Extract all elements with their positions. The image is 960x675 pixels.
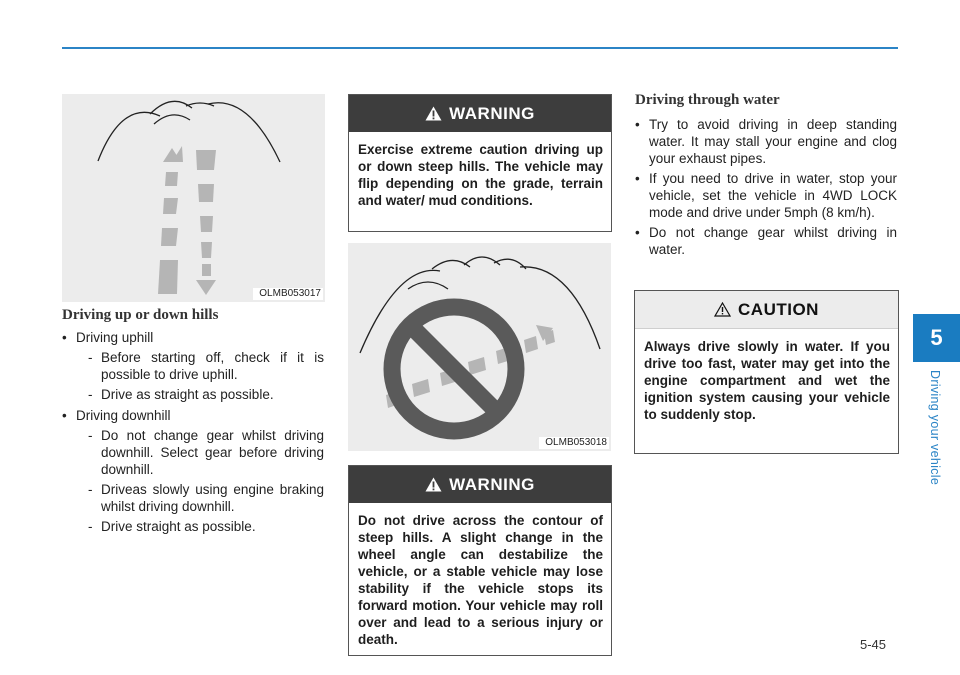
list-subitem: - Do not change gear whilst driving downhill. Select gear before driving downhill.: [88, 428, 324, 477]
list-item: [62, 329, 324, 403]
hills-instructions: [62, 329, 324, 538]
warning-triangle-icon: [425, 106, 442, 121]
warning-text: Exercise extreme caution driving up or down steep hills. The vehicle may flip depending on the grade, terrain and water/ mud conditions.: [358, 142, 603, 208]
header-rule: [62, 47, 898, 49]
warning-heading: WARNING: [449, 103, 535, 123]
list-item: • If you need to drive in water, stop your vehicle, set the vehicle in 4WD LOCK mode and drive under 5mph (8 km/h).: [635, 170, 897, 221]
list-item: [62, 407, 324, 535]
chapter-number-tab[interactable]: 5: [913, 314, 960, 362]
warning-header: [349, 95, 611, 132]
warning-header: [349, 466, 611, 503]
caution-header: [635, 291, 898, 329]
uphill-label: Driving uphill: [76, 330, 154, 345]
section-title-water: Driving through water: [635, 92, 780, 108]
figure-contour-prohibited: [348, 243, 611, 451]
warning-box-steep-hills: [348, 94, 612, 232]
list-subitem: - Drive straight as possible.: [88, 519, 256, 534]
caution-heading: CAUTION: [738, 299, 819, 319]
caution-box-water: [634, 290, 899, 454]
list-item: • Do not change gear whilst driving in water.: [635, 224, 897, 258]
list-subitem: - Drive as straight as possible.: [88, 387, 274, 402]
warning-heading: WARNING: [449, 474, 535, 494]
list-item: • Try to avoid driving in deep standing water. It may stall your engine and clog your exhaust pipes.: [635, 116, 897, 167]
caution-text: Always drive slowly in water. If you drive too fast, water may get into the engine compartment and wet the ignition system causing your vehicle to suddenly stop.: [644, 339, 890, 422]
figure-code-contour: OLMB053018: [539, 437, 609, 449]
warning-triangle-icon: [425, 477, 442, 492]
chapter-side-title: Driving your vehicle: [928, 370, 942, 486]
list-subitem: - Before starting off, check if it is possible to drive uphill.: [88, 350, 324, 382]
water-instructions: [635, 116, 897, 261]
list-subitem: - Driveas slowly using engine braking whilst driving downhill.: [88, 482, 324, 514]
warning-box-contour: [348, 465, 612, 656]
contour-prohibition-illustration: [348, 243, 611, 451]
figure-uphill-downhill: [62, 94, 325, 302]
downhill-label: Driving downhill: [76, 408, 171, 423]
section-title-hills: Driving up or down hills: [62, 307, 219, 323]
figure-code-uphill: OLMB053017: [253, 288, 323, 300]
hills-arrows-illustration: [62, 94, 325, 302]
caution-triangle-icon: [714, 302, 731, 317]
warning-text: Do not drive across the contour of steep hills. A slight change in the wheel angle can destabilize the vehicle, or a stable vehicle may lose stability if the vehicle stops its forward motion. Your vehicle may roll over and lead to a serious injury or death.: [358, 513, 603, 647]
page-number: 5-45: [860, 637, 887, 652]
